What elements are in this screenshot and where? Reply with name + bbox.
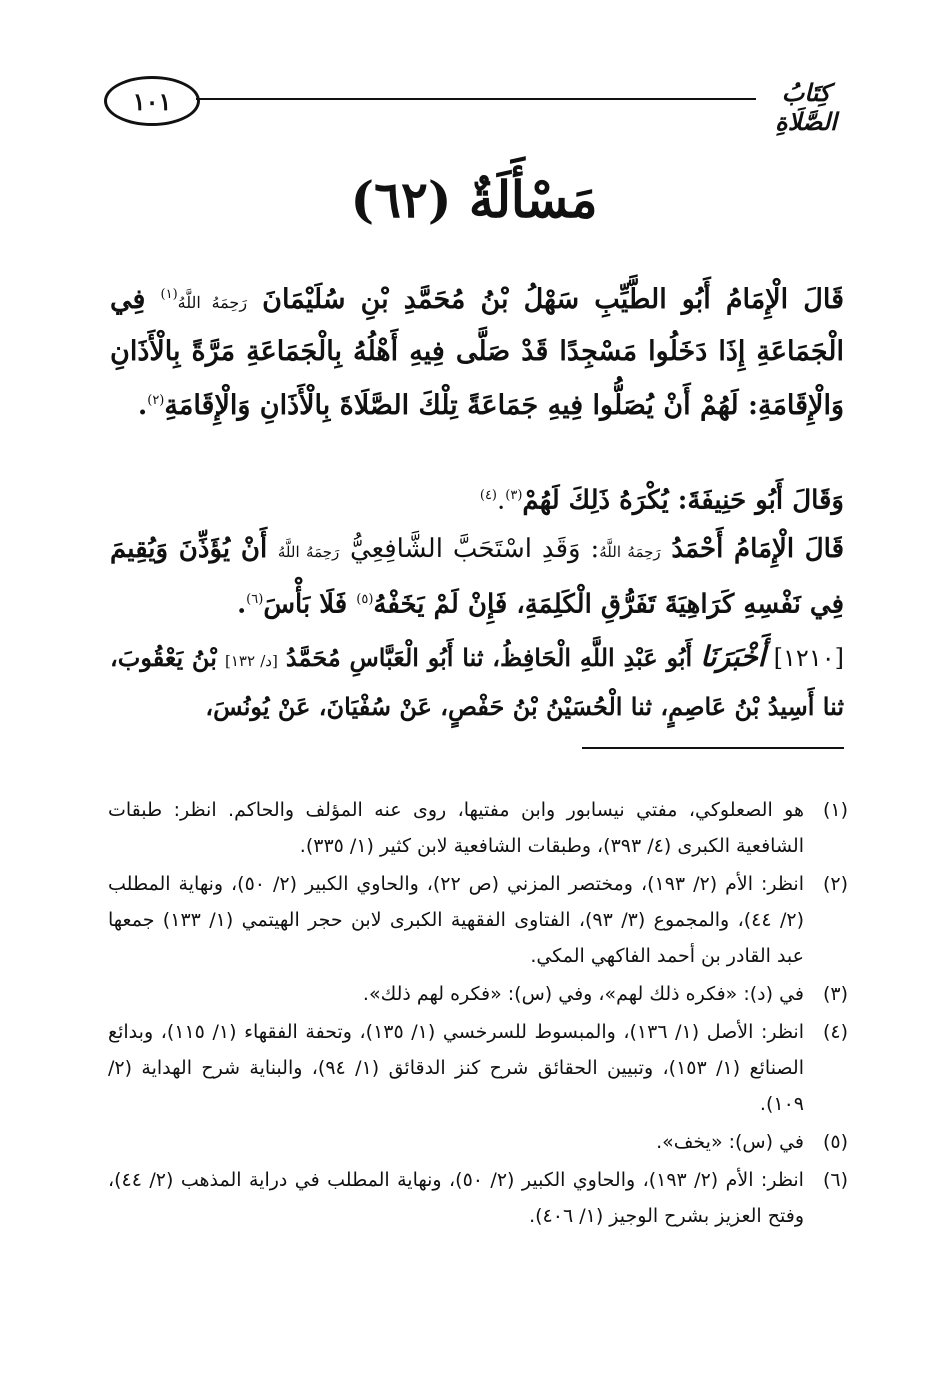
running-title: كِتَابُ الصَّلَاةِ	[775, 78, 837, 136]
akhbarana-word: أَخْبَرَنَا	[700, 640, 766, 673]
honorific: رَحِمَهُ اللَّهُ	[177, 293, 248, 312]
footnote	[108, 1124, 848, 1160]
footnote	[108, 866, 848, 974]
footnote	[108, 1162, 848, 1234]
footnote-number: (١)	[822, 799, 848, 821]
footnotes	[108, 792, 848, 1236]
footnote-number: (٤)	[822, 1021, 848, 1043]
footnote-text: انظر: الأم (٢/ ١٩٣)، ومختصر المزني (ص ٢٢)، والحاوي الكبير (٢/ ٥٠)، ونهاية المطلب (٢/ ٤٤)، والمجموع (٣/ ٩٣)، الفتاوى الفقهية الكبرى لابن حجر الهيتمي (١/ ١٣٣) جمعها عبد القادر بن أحمد الفاكهي المكي.	[108, 873, 804, 967]
footnote-text: هو الصعلوكي، مفتي نيسابور وابن مفتيها، روى عنه المؤلف والحاكم. انظر: طبقات الشافعية الكبرى (٤/ ٣٩٣)، وطبقات الشافعية لابن كثير (١/ ٣٣٥).	[108, 799, 804, 857]
footnote-marker-2[interactable]: (٢)	[147, 393, 165, 408]
ahmad-text-3: فَلَا بَأْسَ	[263, 589, 348, 620]
header-rule	[196, 98, 756, 100]
period: .	[237, 589, 247, 620]
issue-title: مَسْأَلَةٌ (٦٢)	[350, 170, 598, 229]
footnote-separator	[582, 747, 844, 749]
paragraph-isnad	[110, 634, 844, 730]
abu-hanifa-text: وَقَالَ أَبُو حَنِيفَةَ: يُكْرَهُ ذَلِكَ لَهُمْ	[522, 485, 844, 516]
manuscript-ref: [د/ ١٣٢]	[224, 652, 278, 670]
hadith-number: [١٢١٠]	[773, 644, 844, 672]
paragraph-opinions	[110, 472, 844, 628]
honorific: رَحِمَهُ اللَّهُ	[599, 542, 661, 561]
intro-text: قَالَ الْإِمَامُ أَبُو الطَّيِّبِ سَهْلُ بْنُ مُحَمَّدِ بْنِ سُلَيْمَانَ	[262, 284, 844, 315]
page-number: ١٠١	[104, 76, 200, 126]
footnote-marker-4[interactable]: (٤)	[479, 488, 497, 503]
ahmad-text-2: أَنْ يُؤَذِّنَ وَيُقِيمَ فِي نَفْسِهِ كَرَاهِيَةَ تَفَرُّقِ الْكَلِمَةِ، فَإِنْ لَمْ يَخَفْهُ	[110, 533, 844, 620]
footnote-text: في (س): «يخف».	[656, 1131, 804, 1153]
footnote-number: (٣)	[822, 983, 848, 1005]
isnad-text-2: بْنُ يَعْقُوبَ، ثنا أَسِيدُ بْنُ عَاصِمٍ، ثنا الْحُسَيْنُ بْنُ حَفْصٍ، عَنْ سُفْيَانَ، عَنْ يُونُسَ،	[110, 643, 844, 721]
statement-end: .	[137, 390, 148, 421]
footnote-marker-6[interactable]: (٦)	[246, 591, 264, 607]
footnote	[108, 792, 848, 864]
footnote-text: انظر: الأم (٢/ ١٩٣)، والحاوي الكبير (٢/ ٥٠)، ونهاية المطلب في دراية المذهب (٢/ ٤٤)، وفتح العزيز بشرح الوجيز (١/ ٤٠٦).	[108, 1169, 804, 1227]
page-header	[96, 76, 852, 136]
ahmad-text: : وَقَدِ اسْتَحَبَّ الشَّافِعِيُّ	[350, 533, 600, 564]
period: .	[497, 485, 506, 516]
footnote-number: (٢)	[822, 873, 848, 895]
footnote-text: انظر: الأصل (١/ ١٣٦)، والمبسوط للسرخسي (١/ ١٣٥)، وتحفة الفقهاء (١/ ١١٥)، وبدائع الصنائع (١/ ١٥٣)، وتبيين الحقائق شرح كنز الدقائق (١/ ٩٤)، والبناية شرح الهداية (٢/ ١٠٩).	[108, 1021, 804, 1115]
footnote-number: (٦)	[822, 1169, 848, 1191]
footnote	[108, 976, 848, 1012]
footnote-marker-1[interactable]: (١)	[160, 287, 178, 302]
footnote-marker-5[interactable]: (٥)	[356, 591, 374, 607]
paragraph-imam-statement	[110, 270, 844, 430]
footnote-text: في (د): «فكره ذلك لهم»، وفي (س): «فكره لهم ذلك».	[362, 983, 804, 1005]
isnad-text-1: أَبُو عَبْدِ اللَّهِ الْحَافِظُ، ثنا أَبُو الْعَبَّاسِ مُحَمَّدُ	[285, 643, 693, 672]
statement-text: فِي الْجَمَاعَةِ إِذَا دَخَلُوا مَسْجِدًا قَدْ صَلَّى فِيهِ أَهْلُهُ بِالْجَمَاعَةِ مَرَّةً بِالْأَذَانِ وَالْإِقَامَةِ: لَهُمْ أَنْ يُصَلُّوا فِيهِ جَمَاعَةً تِلْكَ الصَّلَاةَ بِالْأَذَانِ وَالْإِقَامَةِ	[110, 284, 844, 421]
footnote-number: (٥)	[822, 1131, 848, 1153]
honorific: رَحِمَهُ اللَّهُ	[277, 542, 340, 561]
footnote-marker-3[interactable]: (٣)	[505, 488, 523, 503]
footnote	[108, 1014, 848, 1122]
ahmad-intro: قَالَ الْإِمَامُ أَحْمَدُ	[671, 533, 845, 564]
